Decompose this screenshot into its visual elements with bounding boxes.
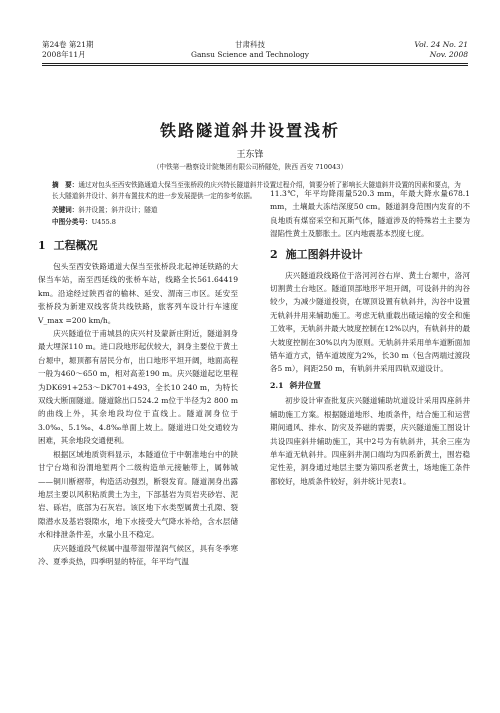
- keywords-text: 斜井设置；斜井设计；隧道: [78, 206, 158, 214]
- header-rule-thin: [42, 65, 468, 66]
- keywords-label: 关键词：: [52, 206, 79, 214]
- section-title: 工程概况: [53, 239, 98, 252]
- paragraph: 庆兴隧道段气候属中温带湿带湿润气候区，具有冬季寒冷、夏季炎热，四季明显的特征，年平均气温: [38, 543, 238, 566]
- paragraph: 庆兴隧道位于甫城县的庆兴村及蒙新庄附近，隧道洞身最大埋深110 m。进口段地形起伏较大，洞身主要位于黄土台塬中，塬顶都有居民分布，出口地形平坦开阔，地面高程一般为460～650 m，相对高差190 m。庆兴隧道起讫里程为DK691+253～DK701+493，全长10 240 m，为特长双线大断面隧道。隧道除出口524.2 m位于半径为2 800 m的曲线上外，其余地段均位于直线上。隧道洞身位于3.0‰、5.1‰、4.8‰单面上坡上。隧道进口处交通较为困难，其余地段交通便利。: [38, 329, 238, 446]
- volume-issue-en: Vol. 24 No. 21: [414, 40, 468, 49]
- journal-volume-info-en: [414, 40, 468, 60]
- abstract-text: 通过对包头至西安铁路通道大保当至张桥段的庆兴特长隧道斜井设置过程介绍，简要分析了影响长大隧道斜井设置的因素和要点，为长大隧道斜井设计、斜井布置技术的进一步发展提供一定的参考依据。: [52, 181, 461, 200]
- author: 王东锋: [236, 150, 264, 160]
- abstract-label: 摘 要：: [52, 181, 79, 189]
- section-number: 2: [270, 247, 278, 261]
- clc-label: 中图分类号：: [52, 218, 92, 226]
- section-heading-1: [38, 238, 238, 254]
- journal-name-en: Gansu Science and Technology: [190, 50, 310, 59]
- clc-text: U455.8: [91, 218, 116, 226]
- issue-date: 2008年11月: [42, 50, 86, 59]
- paragraph: 庆兴隧道段线路位于洛河河谷右岸、黄土台塬中，洛河切割黄土台地区。隧道顶部地形平坦开阔，可设斜井的沟谷较少，为减少隧道投资，在塬顶设置有轨斜井，沟谷中设置无轨斜井用来辅助施工。考虑无轨重载出碴运输的安全和施工效率，无轨斜井最大坡度控制在12%以内，有轨斜井的最大坡度控制在30%以内为原则。无轨斜井采用单车道断面加错车道方式，错车道坡度为2%，长30 m（包含两端过渡段各5 m），间距250 m，有轨斜井采用四轨双道设计。: [270, 270, 470, 374]
- volume-issue: 第24卷 第21期: [42, 40, 94, 49]
- section-heading-2: [270, 247, 470, 263]
- header-rule: [42, 63, 468, 64]
- paragraph: 初步设计审查批复庆兴隧道辅助坑道设计采用四座斜井辅助施工方案。根据隧道地形、地质条件，结合施工和运营期间通风、排水、防灾及养磁的需要，庆兴隧道施工图设计共设四座斜井辅助施工，其中2号为有轨斜井，其余三座为单车道无轨斜井。四座斜井洞口端均为四系新黄土，围岩稳定性差，洞身通过地层主要为第四系老黄土，场地施工条件都较好，地质条件较好，斜井统计见表1。: [270, 396, 470, 486]
- article-title: 铁路隧道斜井设置浅析: [159, 121, 340, 140]
- subsection-title: 斜井位置: [289, 380, 321, 390]
- left-column: [38, 238, 238, 568]
- journal-name-cn: 甘肃科技: [235, 40, 265, 49]
- right-column: [270, 187, 470, 488]
- paragraph: 包头至西安铁路通道大保当至张桥段北起神延铁路的大保当车站，南至西延线的张桥车站，线路全长561.64419 km。沿途经过陕西省的榆林、延安、渭南三市区。延安至张桥段为新建双线客货共线铁路，旅客列车设计行车速度 V_max =200 km/h。: [38, 262, 238, 325]
- affiliation: （中铁第一勘察设计院集团有限公司桥隧处，陕西 西安 710043）: [152, 163, 348, 171]
- section-number: 1: [38, 239, 46, 252]
- issue-date-en: Nov. 2008: [429, 50, 468, 59]
- paragraph: 11.3℃，年平均降雨量520.3 mm，年最大降水量678.1 mm，土壤最大冻结深度50 cm。隧道洞身范围内发育的不良地质有煤窑采空和瓦斯气体，隧道涉及的特殊岩土主要为湿陷性黄土及膨胀土。区内地震基本烈度七度。: [270, 189, 470, 239]
- paragraph: 根据区域地质资料显示，本隧道位于中朝准地台中的陕甘宁台坳和汾渭地堑两个二级构造单元接触带上，属韩城——铜川断褶带，构造活动强烈，断裂发育。隧道洞身出露地层主要以风积粘质黄土为主，下部基岩为页岩夹砂岩、泥岩、砾岩，底部为石灰岩。该区地下水类型属黄土孔隙、裂隙潜水及基岩裂隙水，地下水接受大气降水补给，含水层储水和排泄条件差，水量小且不稳定。: [38, 449, 238, 540]
- subsection-number: 2.1: [270, 380, 284, 390]
- section-title: 施工图斜井设计: [285, 247, 363, 261]
- subsection-heading-2-1: [270, 379, 470, 392]
